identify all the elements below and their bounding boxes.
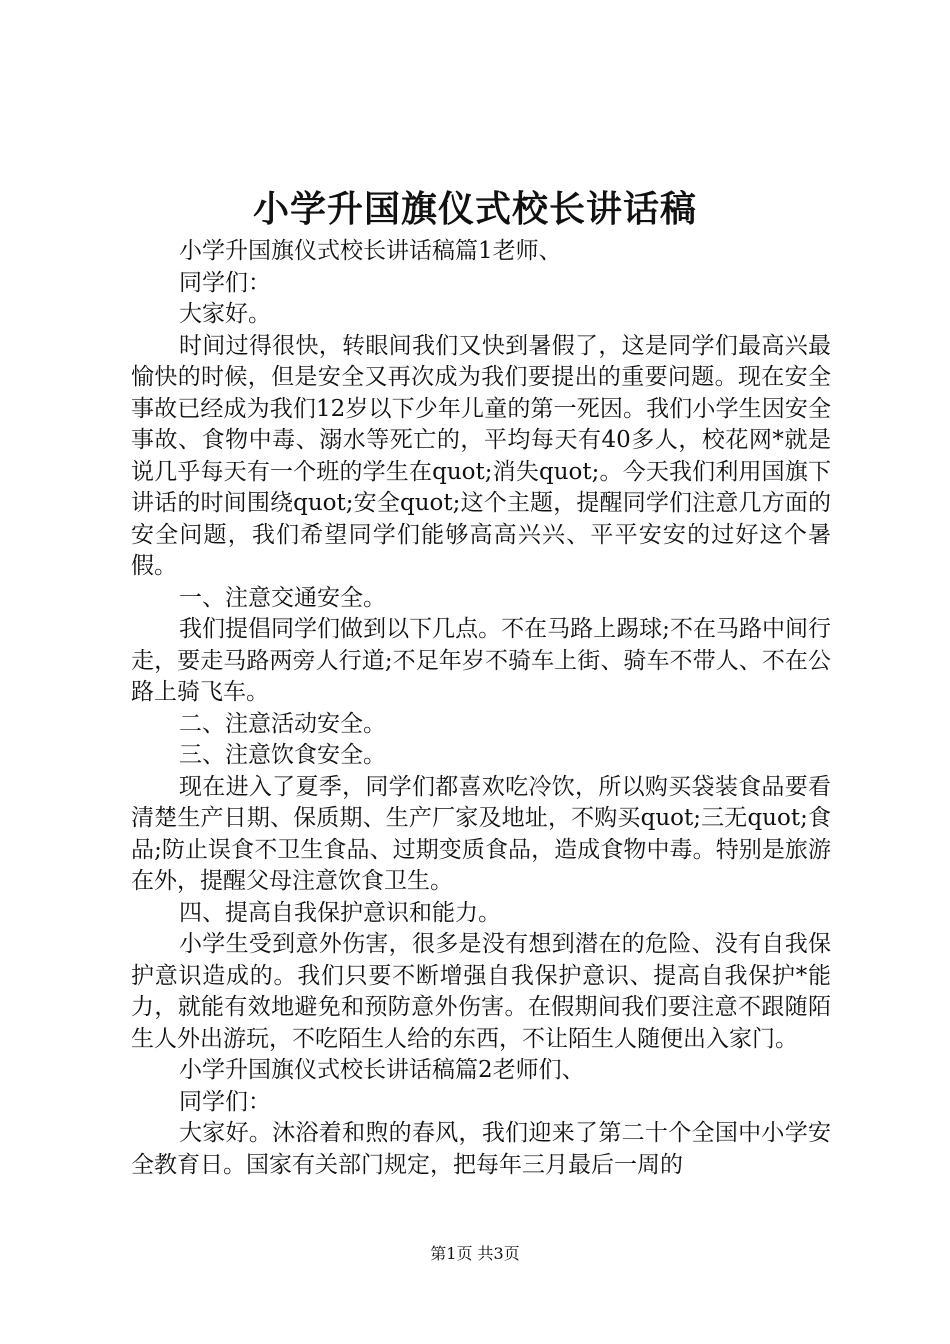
paragraph-6: 我们提倡同学们做到以下几点。不在马路上踢球;不在马路中间行走，要走马路两旁人行道;不足年岁不骑车上街、骑车不带人、不在公路上骑飞车。 [131, 616, 831, 705]
document-body [131, 236, 831, 1181]
paragraph-1: 小学升国旗仪式校长讲话稿篇1老师、 [179, 238, 562, 264]
paragraph-2: 同学们： [179, 269, 271, 296]
paragraph-13: 同学们： [179, 1088, 271, 1115]
document-title: 小学升国旗仪式校长讲话稿 [252, 188, 697, 230]
paragraph-4: 时间过得很快，转眼间我们又快到暑假了，这是同学们最高兴最愉快的时候，但是安全又再次成为我们要提出的重要问题。现在安全事故已经成为我们12岁以下少年儿童的第一死因。我们小学生因安全事故、食物中毒、溺水等死亡的，平均每天有40多人，校花网*就是说几乎每天有一个班的学生在quot;消失quot;。今天我们利用国旗下讲话的时间围绕quot;安全quot;这个主题，提醒同学们注意几方面的安全问题，我们希望同学们能够高高兴兴、平平安安的过好这个暑假。 [131, 332, 831, 579]
paragraph-7: 二、注意活动安全。 [179, 710, 386, 737]
paragraph-3: 大家好。 [179, 301, 271, 327]
paragraph-11: 小学生受到意外伤害，很多是没有想到潜在的危险、没有自我保护意识造成的。我们只要不断增强自我保护意识、提高自我保护*能力，就能有效地避免和预防意外伤害。在假期间我们要注意不跟随陌生人外出游玩，不吃陌生人给的东西，不让陌生人随便出入家门。 [131, 931, 831, 1052]
paragraph-8: 三、注意饮食安全。 [179, 742, 386, 768]
paragraph-14: 大家好。沐浴着和煦的春风，我们迎来了第二十个全国中小学安全教育日。国家有关部门规定，把每年三月最后一周的 [131, 1120, 831, 1178]
paragraph-10: 四、提高自我保护意识和能力。 [179, 899, 501, 926]
paragraph-12: 小学升国旗仪式校长讲话稿篇2老师们、 [179, 1057, 585, 1083]
paragraph-5: 一、注意交通安全。 [179, 584, 386, 611]
page-indicator: 第1页 共3页 [430, 1244, 520, 1263]
paragraph-9: 现在进入了夏季，同学们都喜欢吃冷饮，所以购买袋装食品要看清楚生产日期、保质期、生产厂家及地址，不购买quot;三无quot;食品;防止误食不卫生食品、过期变质食品，造成食物中毒。特别是旅游在外，提醒父母注意饮食卫生。 [131, 773, 831, 894]
